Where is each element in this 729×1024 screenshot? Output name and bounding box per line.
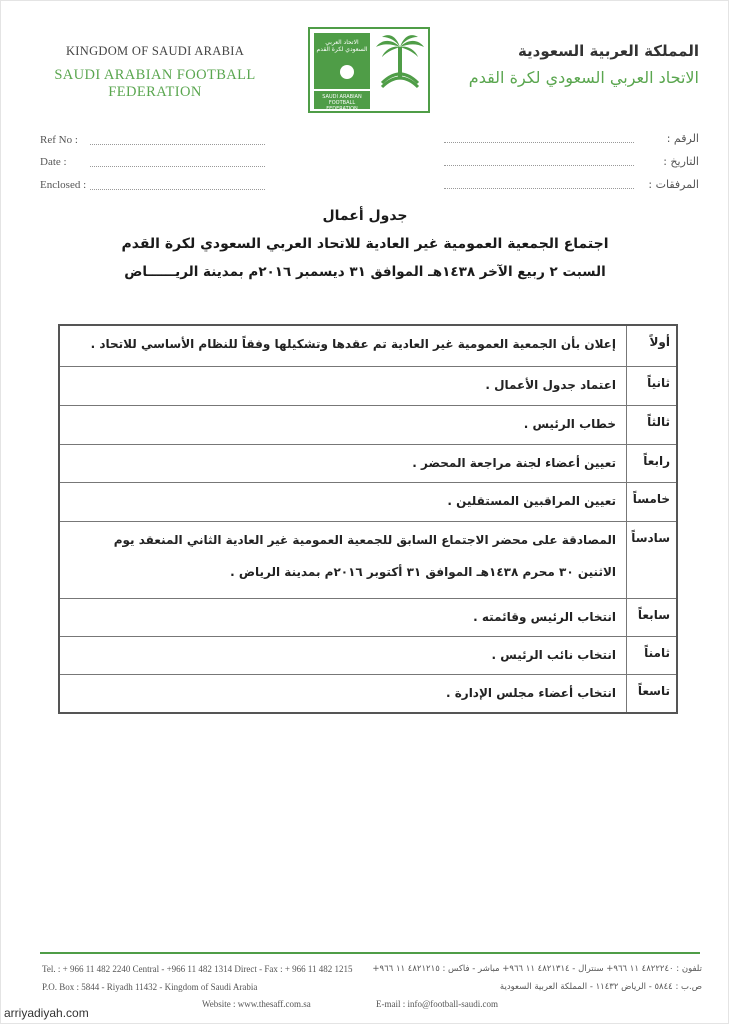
- logo-caption: SAUDI ARABIAN FOOTBALL FEDERATION: [314, 91, 370, 109]
- item-number: أولاً: [626, 326, 676, 366]
- item-text: [60, 445, 626, 482]
- federation-english: SAUDI ARABIAN FOOTBALL FEDERATION: [54, 67, 256, 100]
- item-text: [60, 675, 626, 712]
- item-line: انتخاب الرئيس وقائمته .: [473, 610, 616, 624]
- table-row: [60, 326, 676, 367]
- date-field: [40, 156, 265, 172]
- enclosed-line: [90, 189, 265, 190]
- footer-tel-english: Tel. : + 966 11 482 2240 Central - +966 11 482 1314 Direct - Fax : + 966 11 482 1215: [42, 964, 353, 974]
- item-line: المصادقة على محضر الاجتماع السابق للجمعية العمومية غير العادية الثاني المنعقد يوم: [113, 533, 616, 547]
- footer-po-english: P.O. Box : 5844 - Riyadh 11432 - Kingdom of Saudi Arabia: [42, 982, 258, 992]
- item-number: رابعاً: [626, 445, 676, 482]
- enclosed-field: [40, 179, 265, 195]
- football-icon: [340, 65, 354, 79]
- item-number: تاسعاً: [626, 675, 676, 712]
- date-label-arabic: التاريخ :: [663, 155, 699, 168]
- kingdom-arabic: المملكة العربية السعودية: [517, 42, 699, 60]
- logo-emblem: [314, 33, 370, 89]
- item-text: [60, 483, 626, 521]
- item-line: إعلان بأن الجمعية العمومية غير العادية تم عقدها وتشكيلها وفقاً للنظام الأساسي للاتحاد .: [90, 337, 616, 351]
- item-text: [60, 367, 626, 405]
- date-line: [90, 166, 265, 167]
- enclosed-label: Enclosed :: [40, 179, 87, 191]
- item-line: تعيين المراقبين المستقلين .: [447, 494, 616, 508]
- item-text: [60, 326, 626, 366]
- ref-no-field: [40, 134, 265, 150]
- federation-logo: [308, 27, 430, 113]
- logo-emblem-text: الاتحاد العربي السعودي لكرة القدم: [316, 39, 368, 53]
- enclosed-label-arabic: المرفقات :: [648, 178, 699, 191]
- table-row: [60, 367, 676, 406]
- item-number: ثالثاً: [626, 406, 676, 444]
- item-line: تعيين أعضاء لجنة مراجعة المحضر .: [412, 456, 616, 470]
- table-row: [60, 675, 676, 712]
- palm-swords-icon: [374, 33, 426, 91]
- footer-rule: [40, 952, 700, 954]
- item-number: سابعاً: [626, 599, 676, 636]
- header-arabic: [459, 42, 699, 87]
- footer-po-arabic: ص.ب : ٥٨٤٤ - الرياض ١١٤٣٢ - المملكة العربية السعودية: [499, 982, 702, 992]
- item-line: انتخاب أعضاء مجلس الإدارة .: [445, 686, 616, 700]
- date-label: Date :: [40, 156, 67, 168]
- ref-no-line: [90, 144, 265, 145]
- item-number: سادساً: [626, 522, 676, 598]
- enclosed-line-arabic: [444, 188, 634, 189]
- item-text: [60, 406, 626, 444]
- table-row: [60, 522, 676, 599]
- table-row: [60, 406, 676, 445]
- item-line: خطاب الرئيس .: [523, 417, 616, 431]
- table-row: [60, 599, 676, 637]
- agenda-title: جدول أعمال: [322, 208, 408, 224]
- item-text: [60, 522, 626, 598]
- ref-no-label: Ref No :: [40, 134, 78, 146]
- item-text: [60, 637, 626, 674]
- table-row: [60, 483, 676, 522]
- document-titles: [60, 208, 670, 280]
- header-english: [40, 44, 270, 101]
- ref-no-field-arabic: [444, 132, 699, 148]
- date-line-arabic: [444, 165, 634, 166]
- item-text: [60, 599, 626, 636]
- agenda-table: [58, 324, 678, 714]
- item-number: خامساً: [626, 483, 676, 521]
- site-watermark: arriyadiyah.com: [4, 1006, 89, 1020]
- item-line: اعتماد جدول الأعمال .: [485, 378, 616, 392]
- date-field-arabic: [444, 155, 699, 171]
- table-row: [60, 445, 676, 483]
- meeting-title: اجتماع الجمعية العمومية غير العادية للاتحاد العربي السعودي لكرة القدم: [121, 236, 609, 252]
- meeting-date: السبت ٢ ربيع الآخر ١٤٣٨هـ الموافق ٣١ ديسمبر ٢٠١٦م بمدينة الريــــــاض: [124, 264, 606, 280]
- ref-no-line-arabic: [444, 142, 634, 143]
- kingdom-english: KINGDOM OF SAUDI ARABIA: [65, 44, 245, 58]
- table-row: [60, 637, 676, 675]
- footer-email: E-mail : info@football-saudi.com: [376, 999, 499, 1009]
- item-number: ثامناً: [626, 637, 676, 674]
- footer-tel-arabic: تلفون : ٤٨٢٢٢٤٠ ١١ ٩٦٦+ سنترال - ٤٨٢١٣١٤ ١١ ٩٦٦+ مباشر - فاكس : ٤٨٢١٢١٥ ١١ ٩٦٦+: [372, 964, 702, 974]
- item-line: الاثنين ٣٠ محرم ١٤٣٨هـ الموافق ٣١ أكتوبر ٢٠١٦م بمدينة الرياض .: [230, 565, 616, 579]
- item-line: انتخاب نائب الرئيس .: [491, 648, 616, 662]
- footer-website: Website : www.thesaff.com.sa: [202, 999, 311, 1009]
- ref-no-label-arabic: الرقم :: [666, 132, 699, 145]
- federation-arabic: الاتحاد العربي السعودي لكرة القدم: [468, 68, 699, 87]
- enclosed-field-arabic: [444, 178, 699, 194]
- item-number: ثانياً: [626, 367, 676, 405]
